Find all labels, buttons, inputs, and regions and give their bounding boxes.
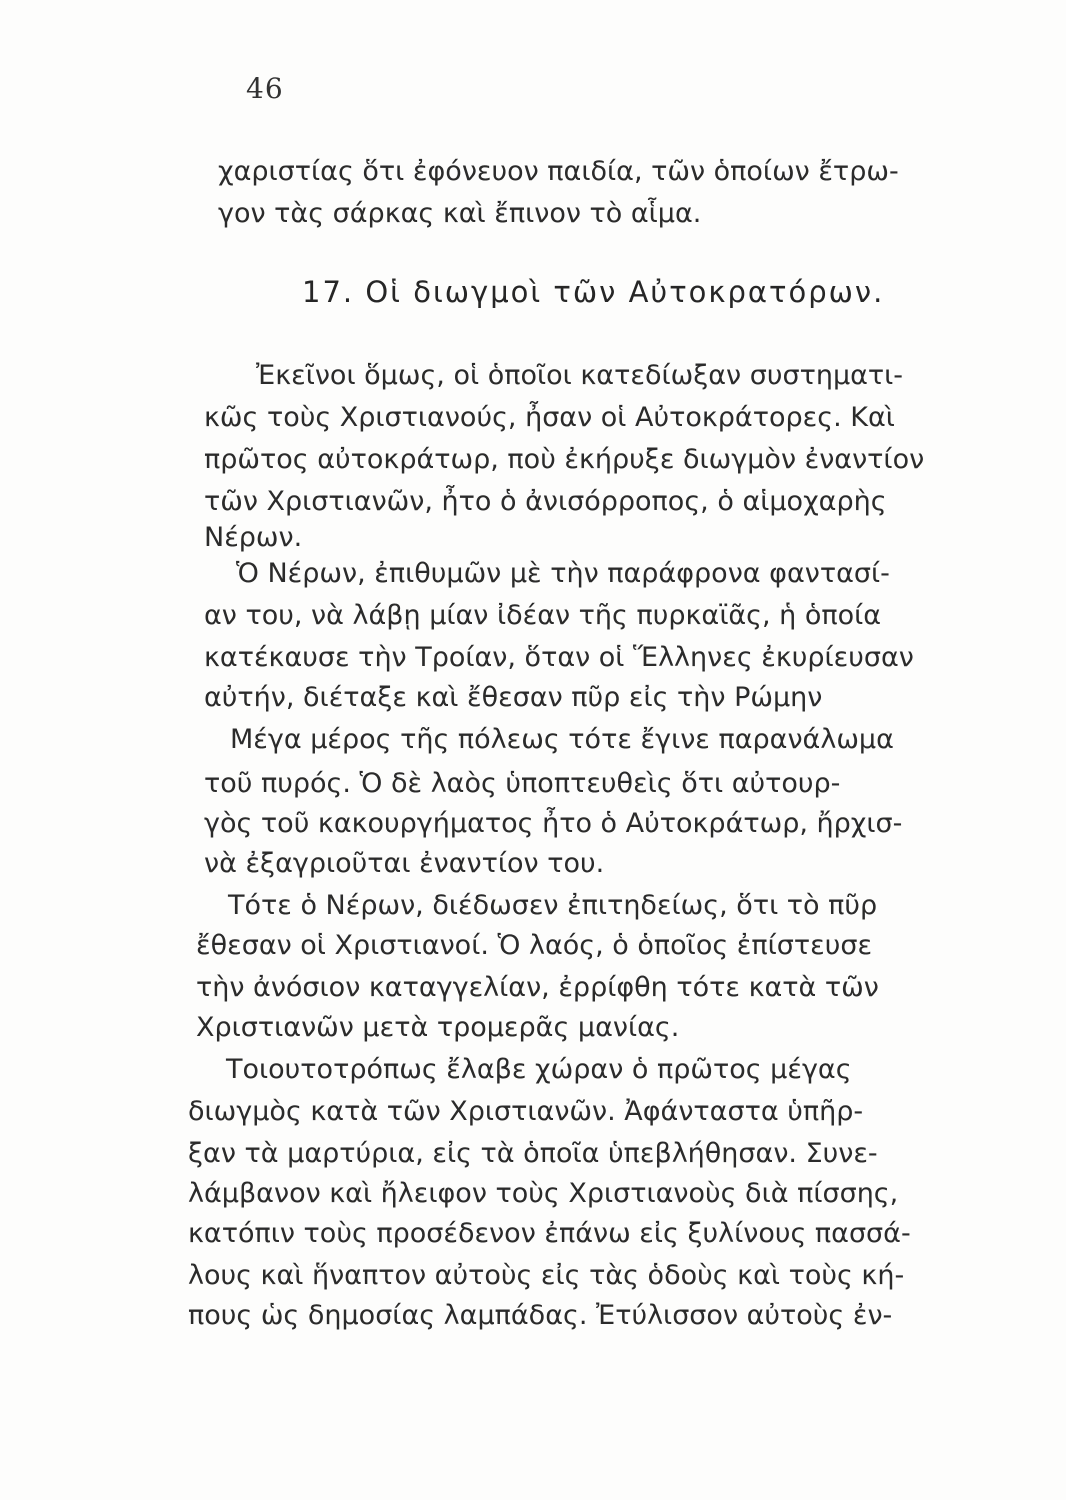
text-line: Ἐκεῖνοι ὅμως, οἱ ὁποῖοι κατεδίωξαν συστηματι- (256, 360, 904, 391)
text-line: λους καὶ ἥναπτον αὐτοὺς εἰς τὰς ὁδοὺς καὶ τοὺς κή- (188, 1260, 905, 1291)
text-line: Νέρων. (204, 522, 303, 553)
section-heading: 17. Οἱ διωγμοὶ τῶν Αὐτοκρατόρων. (302, 275, 885, 309)
text-line: τοῦ πυρός. Ὁ δὲ λαὸς ὑποπτευθεὶς ὅτι αὐτουρ- (204, 768, 841, 799)
text-line: ἔθεσαν οἱ Χριστιανοί. Ὁ λαός, ὁ ὁποῖος ἐπίστευσε (196, 930, 873, 961)
text-line: Ὁ Νέρων, ἐπιθυμῶν μὲ τὴν παράφρονα φαντασί- (236, 558, 890, 589)
text-line: νὰ ἐξαγριοῦται ἐναντίον του. (204, 848, 605, 879)
text-line: τὴν ἀνόσιον καταγγελίαν, ἐρρίφθη τότε κατὰ τῶν (196, 972, 879, 1003)
text-line: πους ὡς δημοσίας λαμπάδας. Ἐτύλισσον αὐτοὺς ἐν- (188, 1300, 893, 1331)
text-line: γὸς τοῦ κακουργήματος ἦτο ὁ Αὐτοκράτωρ, ἤρχισ- (204, 808, 903, 839)
text-line: τῶν Χριστιανῶν, ἦτο ὁ ἀνισόρροπος, ὁ αἱμοχαρὴς (204, 486, 887, 517)
text-line: γον τὰς σάρκας καὶ ἔπινον τὸ αἷμα. (218, 198, 702, 229)
text-line: Τότε ὁ Νέρων, διέδωσεν ἐπιτηδείως, ὅτι τὸ πῦρ (228, 890, 878, 921)
text-line: κῶς τοὺς Χριστιανούς, ἦσαν οἱ Αὐτοκράτορες. Καὶ (204, 402, 895, 433)
text-line: αν του, νὰ λάβῃ μίαν ἰδέαν τῆς πυρκαϊᾶς, ἡ ὁποία (204, 600, 882, 631)
text-line: διωγμὸς κατὰ τῶν Χριστιανῶν. Ἀφάνταστα ὑπῆρ- (188, 1096, 864, 1127)
text-line: λάμβανον καὶ ἤλειφον τοὺς Χριστιανοὺς διὰ πίσσης, (188, 1178, 899, 1209)
text-line: Χριστιανῶν μετὰ τρομερᾶς μανίας. (196, 1012, 680, 1043)
text-line: χαριστίας ὅτι ἐφόνευον παιδία, τῶν ὁποίων ἔτρω- (218, 156, 899, 187)
text-line: πρῶτος αὐτοκράτωρ, ποὺ ἐκήρυξε διωγμὸν ἐναντίον (204, 444, 925, 475)
text-line: κατόπιν τοὺς προσέδενον ἐπάνω εἰς ξυλίνους πασσά- (188, 1218, 911, 1249)
text-line: Τοιουτοτρόπως ἔλαβε χώραν ὁ πρῶτος μέγας (226, 1054, 852, 1085)
text-line: ξαν τὰ μαρτύρια, εἰς τὰ ὁποῖα ὑπεβλήθησαν. Συνε- (188, 1138, 878, 1169)
page-number: 46 (246, 72, 284, 105)
text-line: κατέκαυσε τὴν Τροίαν, ὅταν οἱ Ἕλληνες ἐκυρίευσαν (204, 642, 914, 673)
text-line: αὐτήν, διέταξε καὶ ἔθεσαν πῦρ εἰς τὴν Ρώμην (204, 682, 823, 713)
text-line: Μέγα μέρος τῆς πόλεως τότε ἔγινε παρανάλωμα (230, 724, 894, 755)
